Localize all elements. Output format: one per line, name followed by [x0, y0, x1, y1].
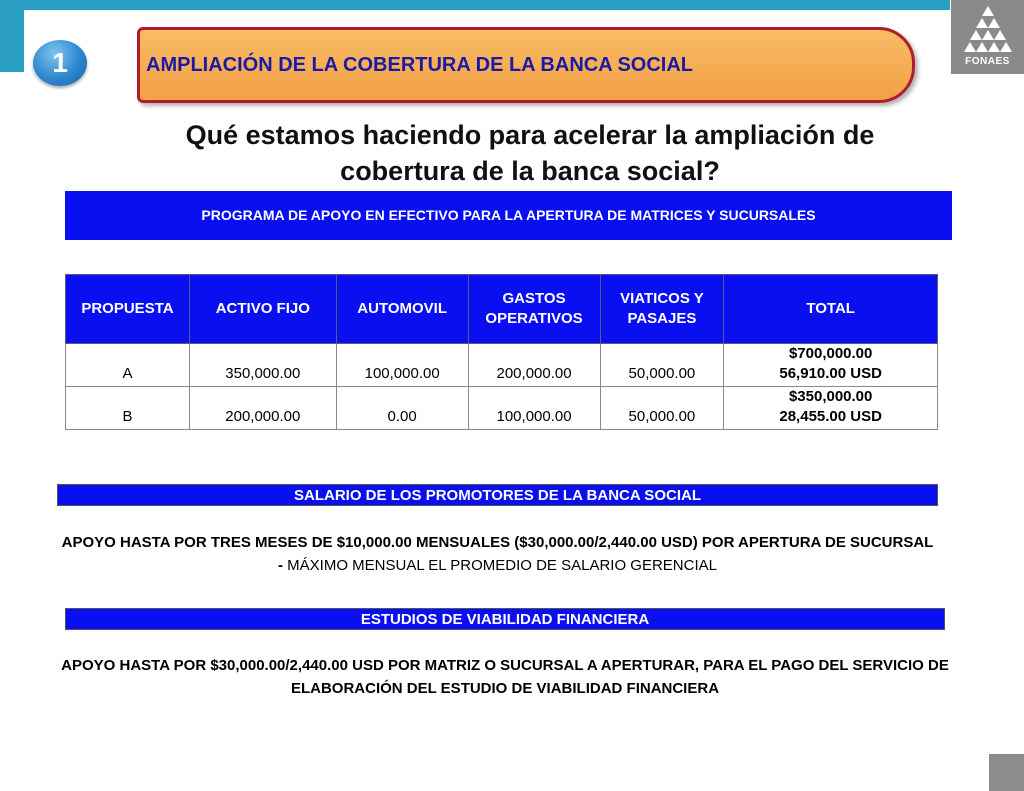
header-propuesta: PROPUESTA	[66, 275, 190, 344]
table-header-row	[66, 275, 938, 344]
cell-activo-fijo: 200,000.00	[189, 387, 336, 430]
cell-gastos: 200,000.00	[468, 344, 600, 387]
left-frame-bar	[0, 0, 24, 72]
total-usd: 28,455.00 USD	[779, 408, 882, 425]
cell-activo-fijo: 350,000.00	[189, 344, 336, 387]
total-usd: 56,910.00 USD	[779, 365, 882, 382]
cell-total	[724, 387, 938, 430]
header-activo-fijo: ACTIVO FIJO	[189, 275, 336, 344]
cell-propuesta: A	[66, 344, 190, 387]
cell-gastos: 100,000.00	[468, 387, 600, 430]
page-question	[110, 117, 950, 189]
salario-title-box: SALARIO DE LOS PROMOTORES DE LA BANCA SOCIAL	[57, 484, 938, 506]
estudios-title-box: ESTUDIOS DE VIABILIDAD FINANCIERA	[65, 608, 945, 630]
header-automovil: AUTOMOVIL	[336, 275, 468, 344]
table-row	[66, 387, 938, 430]
banner-title: AMPLIACIÓN DE LA COBERTURA DE LA BANCA SOCIAL	[146, 54, 694, 76]
cell-propuesta: B	[66, 387, 190, 430]
cell-viaticos: 50,000.00	[600, 344, 724, 387]
cell-automovil: 0.00	[336, 387, 468, 430]
salario-text-normal: MÁXIMO MENSUAL EL PROMEDIO DE SALARIO GERENCIAL	[287, 557, 717, 574]
salario-description	[60, 531, 935, 577]
header-viaticos-pasajes: VIATICOS Y PASAJES	[600, 275, 724, 344]
salario-text-bold: APOYO HASTA POR TRES MESES DE $10,000.00 MENSUALES ($30,000.00/2,440.00 USD) POR APERTURA DE SUCURSAL -	[61, 534, 934, 574]
header-gastos-operativos: GASTOS OPERATIVOS	[468, 275, 600, 344]
cell-total	[724, 344, 938, 387]
program-title-box: PROGRAMA DE APOYO EN EFECTIVO PARA LA APERTURA DE MATRICES Y SUCURSALES	[65, 191, 952, 240]
slide-number-badge: 1	[33, 40, 87, 86]
fonaes-logo	[951, 0, 1024, 74]
question-line-1: Qué estamos haciendo para acelerar la ampliación de	[185, 120, 875, 150]
corner-block	[989, 754, 1024, 791]
question-line-2: cobertura de la banca social?	[340, 156, 720, 186]
cell-viaticos: 50,000.00	[600, 387, 724, 430]
pyramid-logo-icon	[963, 6, 1013, 54]
estudios-description: APOYO HASTA POR $30,000.00/2,440.00 USD POR MATRIZ O SUCURSAL A APERTURAR, PARA EL PAGO DEL SERVICIO DE ELABORACIÓN DEL ESTUDIO DE VIABILIDAD FINANCIERA	[61, 657, 949, 697]
table-row	[66, 344, 938, 387]
total-mxn: $350,000.00	[788, 388, 873, 405]
support-table	[65, 274, 938, 430]
cell-automovil: 100,000.00	[336, 344, 468, 387]
total-mxn: $700,000.00	[788, 345, 873, 362]
top-frame-bar	[0, 0, 950, 10]
logo-text: FONAES	[965, 56, 1010, 67]
header-total: TOTAL	[724, 275, 938, 344]
